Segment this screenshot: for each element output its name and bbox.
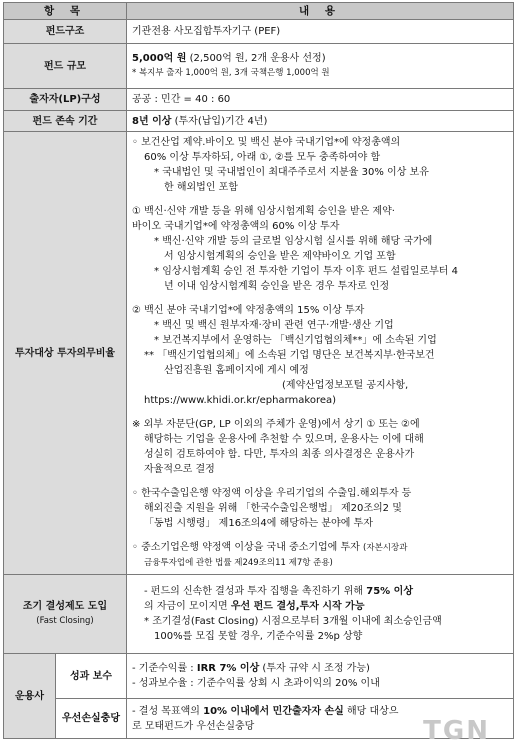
fund-size-note: * 복지부 출자 1,000억 원, 3개 국책은행 1,000억 원	[132, 68, 330, 78]
condition-2-note-3b: 산업진흥원 홈페이지에 게시 예정	[164, 365, 309, 376]
early-close-label-cell	[4, 575, 127, 654]
condition-2-note-3d: https://www.khidi.or.kr/epharmakorea)	[144, 395, 337, 406]
main-rule-note-2: 한 해외법인 포함	[164, 182, 238, 193]
performance-fee-line-1	[132, 661, 508, 676]
performance-fee-line-1a: - 기준수익률 :	[132, 663, 194, 674]
investment-target-value	[127, 132, 514, 575]
row-early-close	[4, 575, 514, 654]
header-item-column: 항 목	[4, 3, 127, 20]
condition-1-note-1b: 서 임상시험계획의 승인을 받은 제약바이오 기업 포함	[164, 251, 396, 262]
main-rule-line-1: ◦ 보건산업 제약.바이오 및 백신 분야 국내기업*에 약정총액의	[132, 137, 401, 148]
fund-size-value	[127, 44, 514, 89]
loss-cover-label: 우선손실충당	[56, 699, 127, 739]
header-content-column: 내 용	[127, 3, 514, 20]
fund-size-amount: 5,000억 원	[132, 53, 187, 64]
table-header-row	[4, 3, 514, 20]
ibk-line-1	[132, 540, 508, 556]
fund-size-label: 펀드 규모	[4, 44, 127, 89]
condition-2-line-1: ② 백신 분야 국내기업*에 약정총액의 15% 이상 투자	[132, 305, 365, 316]
condition-1-note-2b: 년 이내 임상시험계획 승인을 받은 경우 투자로 인정	[164, 281, 390, 292]
exim-line-3: 「동법 시행령」 제16조의4에 해당하는 분야에 투자	[144, 518, 373, 529]
condition-2-note-2: * 보건복지부에서 운영하는 「백신기업협의체**」에 소속된 기업	[154, 335, 437, 346]
condition-2-note-3a: ** 「백신기업협의체」에 소속된 기업 명단은 보건복지부·한국보건	[144, 350, 435, 361]
row-fund-structure	[4, 20, 514, 44]
condition-2-note-3c: (제약산업정보포털 공지사항,	[282, 380, 409, 391]
early-close-line-1b: 75% 이상	[366, 586, 414, 597]
early-close-line-1a: - 펀드의 신속한 결성과 투자 집행을 촉진하기 위해	[144, 586, 364, 597]
condition-1-note-1a: * 백신·신약 개발 등의 글로벌 임상시험 실시를 위해 해당 국가에	[154, 236, 433, 247]
early-close-line-2b: 우선 펀드 결성,투자 시작 가능	[230, 601, 365, 612]
row-investment-target	[4, 132, 514, 575]
fund-duration-rest: (투자(납입)기간 4년)	[174, 115, 268, 127]
manager-label: 운용사	[4, 654, 56, 739]
ibk-line-1-ref: (자본시장과	[363, 543, 408, 553]
early-close-line-2a: 의 자금이 모이지면	[144, 601, 228, 612]
loss-cover-line-1b: 10% 이내에서 민간출자자 손실	[203, 705, 344, 717]
loss-cover-line-1a: - 결성 목표액의	[132, 705, 200, 717]
row-lp-composition	[4, 89, 514, 111]
exim-line-2: 해외진출 지원을 위해 「한국수출입은행법」 제20조의2 및	[144, 503, 402, 514]
investment-target-label: 투자대상 투자의무비율	[4, 132, 127, 575]
early-close-label-en: (Fast Closing)	[36, 616, 94, 626]
condition-1-line-2: 바이오 국내기업*에 약정총액의 60% 이상 투자	[132, 221, 340, 232]
early-close-value	[127, 575, 514, 654]
performance-fee-label: 성과 보수	[56, 654, 127, 699]
performance-fee-line-2: - 성과보수율 : 기준수익률 상회 시 초과이익의 20% 이내	[132, 678, 380, 689]
performance-fee-line-1c: (투자 규약 시 조정 가능)	[262, 663, 370, 674]
early-close-line-4: 100%를 모집 못할 경우, 기준수익률 2%p 상향	[154, 631, 363, 642]
fund-structure-value: 기관전용 사모집합투자기구 (PEF)	[127, 20, 514, 44]
main-rule-note-1: * 국내법인 및 국내법인이 최대주주로서 지분율 30% 이상 보유	[154, 167, 429, 178]
advisory-line-3: 성실히 검토하여야 함. 다만, 투자의 최종 의사결정은 운용사가	[144, 449, 415, 460]
watermark-logo: TGN	[423, 716, 490, 746]
fund-duration-label: 펀드 존속 기간	[4, 111, 127, 132]
lp-composition-label: 출자자(LP)구성	[4, 89, 127, 111]
row-performance-fee	[4, 654, 514, 699]
exim-line-1: ◦ 한국수출입은행 약정액 이상을 우리기업의 수출입.해외투자 등	[132, 488, 412, 499]
early-close-label: 조기 결성제도 도입	[22, 601, 108, 612]
advisory-line-1: ※ 외부 자문단(GP, LP 이외의 주체가 운영)에서 상기 ① 또는 ②에	[132, 419, 420, 430]
fund-duration-bold: 8년 이상	[132, 115, 172, 127]
early-close-line-2	[132, 599, 508, 614]
row-fund-duration	[4, 111, 514, 132]
loss-cover-line-2: 로 모태펀드가 우선손실충당	[132, 720, 255, 732]
lp-composition-value: 공공 : 민간 = 40 : 60	[127, 89, 514, 111]
condition-1-line-1: ① 백신·신약 개발 등을 위해 임상시험계획 승인을 받은 제약·	[132, 206, 395, 217]
fund-size-amount-detail: (2,500억 원, 2개 운용사 선정)	[189, 53, 326, 64]
performance-fee-value	[127, 654, 514, 699]
fund-overview-table	[3, 2, 514, 739]
early-close-line-1	[132, 584, 508, 599]
condition-2-note-1: * 백신 및 백신 원부자재·장비 관련 연구·개발·생산 기업	[154, 320, 394, 331]
main-rule-line-2: 60% 이상 투자하되, 아래 ①, ②를 모두 충족하여야 함	[144, 152, 381, 163]
loss-cover-line-1c: 해당 대상으	[346, 705, 399, 717]
condition-1-note-2a: * 임상시험계획 승인 전 투자한 기업이 투자 이후 펀드 설립일로부터 4	[154, 266, 458, 277]
ibk-line-2: 금융투자업에 관한 법률 제249조의11 제7항 준용)	[144, 558, 333, 568]
early-close-line-3: * 조기결성(Fast Closing) 시점으로부터 3개월 이내에 최소승인금액	[144, 616, 442, 627]
fund-structure-label: 펀드구조	[4, 20, 127, 44]
advisory-line-4: 자율적으로 결정	[144, 464, 215, 475]
performance-fee-line-1b: IRR 7% 이상	[196, 663, 260, 674]
fund-duration-value	[127, 111, 514, 132]
ibk-line-1-main: ◦ 중소기업은행 약정액 이상을 국내 중소기업에 투자	[132, 542, 360, 553]
advisory-line-2: 해당하는 기업을 운용사에 추천할 수 있으며, 운용사는 이에 대해	[144, 434, 424, 445]
row-fund-size	[4, 44, 514, 89]
